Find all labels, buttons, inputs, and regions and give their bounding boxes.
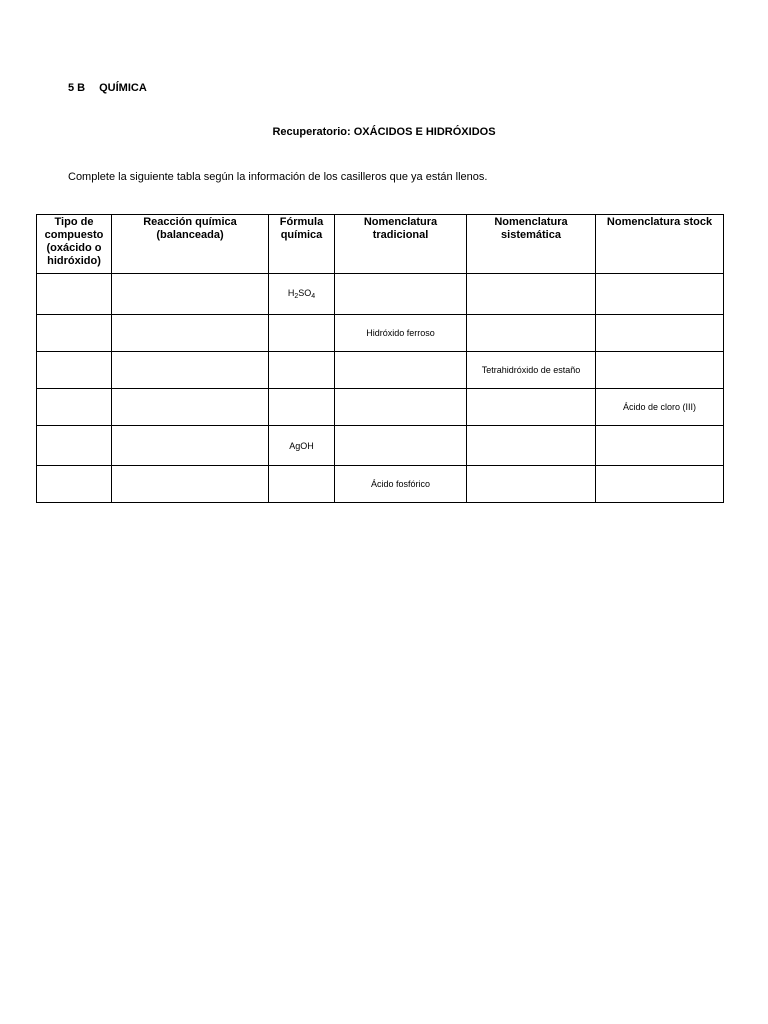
column-header-formula: Fórmula química: [269, 215, 335, 274]
cell-stock[interactable]: [596, 352, 724, 389]
cell-stock[interactable]: Ácido de cloro (III): [596, 389, 724, 426]
table-body: [37, 274, 724, 503]
cell-sistematica[interactable]: Tetrahidróxido de estaño: [467, 352, 596, 389]
cell-stock[interactable]: [596, 426, 724, 466]
table-row: [37, 352, 724, 389]
cell-formula[interactable]: [269, 466, 335, 503]
subject-label: QUÍMICA: [99, 82, 147, 94]
cell-tradicional[interactable]: [335, 274, 467, 315]
column-header-tradicional: Nomenclatura tradicional: [335, 215, 467, 274]
cell-formula[interactable]: AgOH: [269, 426, 335, 466]
table-row: [37, 315, 724, 352]
table-header-row: [37, 215, 724, 274]
cell-sistematica[interactable]: [467, 389, 596, 426]
cell-reaccion[interactable]: [112, 274, 269, 315]
cell-tradicional[interactable]: [335, 352, 467, 389]
cell-tradicional[interactable]: [335, 389, 467, 426]
cell-sistematica[interactable]: [467, 315, 596, 352]
cell-sistematica[interactable]: [467, 426, 596, 466]
table-row: [37, 274, 724, 315]
cell-tipo[interactable]: [37, 466, 112, 503]
cell-formula[interactable]: [269, 352, 335, 389]
table-row: [37, 426, 724, 466]
cell-tipo[interactable]: [37, 426, 112, 466]
cell-formula[interactable]: [269, 389, 335, 426]
cell-reaccion[interactable]: [112, 389, 269, 426]
cell-formula[interactable]: $H_2SO_4$: [269, 274, 335, 315]
course-header: [68, 82, 147, 94]
cell-reaccion[interactable]: [112, 315, 269, 352]
cell-tradicional[interactable]: Hidróxido ferroso: [335, 315, 467, 352]
cell-formula[interactable]: [269, 315, 335, 352]
cell-sistematica[interactable]: [467, 274, 596, 315]
worksheet-table: [36, 214, 724, 503]
cell-sistematica[interactable]: [467, 466, 596, 503]
cell-tipo[interactable]: [37, 315, 112, 352]
cell-tipo[interactable]: [37, 274, 112, 315]
cell-reaccion[interactable]: [112, 426, 269, 466]
column-header-tipo: Tipo de compuesto (oxácido o hidróxido): [37, 215, 112, 274]
cell-stock[interactable]: [596, 274, 724, 315]
instruction-text: Complete la siguiente tabla según la información de los casilleros que ya están llenos.: [68, 171, 488, 183]
table-row: [37, 389, 724, 426]
cell-tradicional[interactable]: Ácido fosfórico: [335, 466, 467, 503]
column-header-stock: Nomenclatura stock: [596, 215, 724, 274]
cell-stock[interactable]: [596, 315, 724, 352]
column-header-reaccion: Reacción química (balanceada): [112, 215, 269, 274]
cell-tipo[interactable]: [37, 389, 112, 426]
cell-tradicional[interactable]: [335, 426, 467, 466]
cell-reaccion[interactable]: [112, 352, 269, 389]
table-row: [37, 466, 724, 503]
cell-stock[interactable]: [596, 466, 724, 503]
course-label: 5 B: [68, 82, 86, 94]
cell-tipo[interactable]: [37, 352, 112, 389]
column-header-sistematica: Nomenclatura sistemática: [467, 215, 596, 274]
cell-reaccion[interactable]: [112, 466, 269, 503]
document-title: Recuperatorio: OXÁCIDOS E HIDRÓXIDOS: [272, 126, 496, 138]
